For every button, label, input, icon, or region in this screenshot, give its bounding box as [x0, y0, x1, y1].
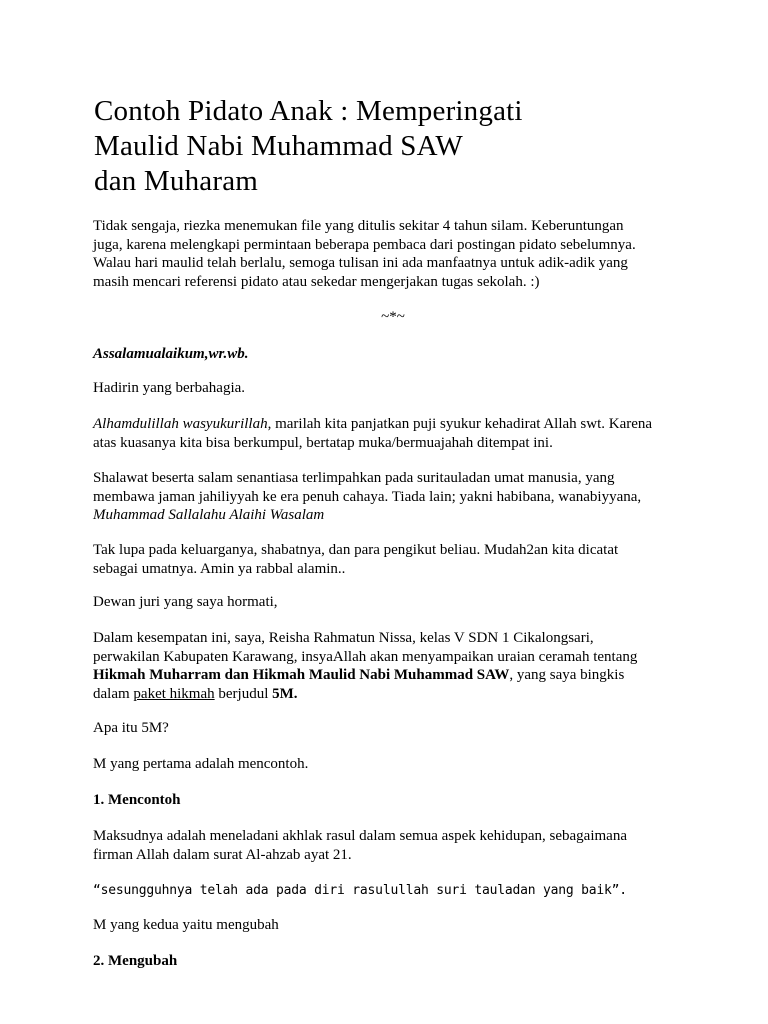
intro-line: masih mencari referensi pidato atau sekedar mengerjakan tugas sekolah. :) — [93, 273, 540, 290]
family-line: Tak lupa pada keluarganya, shabatnya, dan para pengikut beliau. Mudah2an kita dicatat — [93, 542, 619, 558]
family-paragraph — [93, 541, 693, 578]
audience-line: Hadirin yang berbahagia. — [93, 380, 246, 396]
section-heading: 2. Mengubah — [93, 953, 178, 969]
intro-paragraph — [93, 217, 693, 291]
speaker-prefix: dalam — [93, 685, 134, 702]
hamd-italic: Alhamdulillah wasyukurillah — [93, 416, 268, 432]
topic-bold: Hikmah Muharram dan Hikmah Maulid Nabi Muhammad SAW — [93, 667, 510, 683]
shalawat-line: Muhammad Sallalahu Alaihi Wasalam — [93, 507, 325, 523]
separator: ~*~ — [381, 309, 405, 325]
intro-line: juga, karena melengkapi permintaan beberapa pembaca dari postingan pidato sebelumnya. — [93, 236, 636, 253]
speaker-line: perwakilan Kabupaten Karawang, insyaAllah akan menyampaikan uraian ceramah tentang — [93, 648, 638, 665]
title-line: dan Muharam — [94, 165, 259, 197]
second-m-line: M yang kedua yaitu mengubah — [93, 917, 279, 933]
jury-line: Dewan juri yang saya hormati, — [93, 594, 278, 610]
title-5m: 5M. — [272, 685, 298, 702]
page-title — [94, 94, 714, 199]
speaker-mid: berjudul — [214, 685, 273, 702]
shalawat-paragraph — [93, 469, 693, 525]
meaning-paragraph — [93, 827, 693, 864]
title-line: Contoh Pidato Anak : Memperingati — [94, 95, 523, 127]
section-heading: 1. Mencontoh — [93, 792, 181, 808]
shalawat-line: Shalawat beserta salam senantiasa terlimpahkan pada suritauladan umat manusia, yang — [93, 470, 615, 486]
greeting: Assalamualaikum,wr.wb. — [93, 346, 249, 362]
speaker-after-topic: , yang saya bingkis — [509, 667, 625, 683]
question-line: Apa itu 5M? — [93, 720, 169, 736]
meaning-line: firman Allah dalam surat Al-ahzab ayat 21. — [93, 846, 352, 863]
first-m-line: M yang pertama adalah mencontoh. — [93, 756, 309, 772]
family-line: sebagai umatnya. Amin ya rabbal alamin.. — [93, 560, 346, 577]
shalawat-line: membawa jaman jahiliyyah ke era penuh cahaya. Tiada lain; yakni habibana, wanabiyyana, — [93, 488, 642, 505]
title-line: Maulid Nabi Muhammad SAW — [94, 130, 463, 162]
hamd-line: atas kuasanya kita bisa berkumpul, bertatap muka/bermuajahah ditempat ini. — [93, 434, 553, 451]
intro-line: Tidak sengaja, riezka menemukan file yang ditulis sekitar 4 tahun silam. Keberuntungan — [93, 218, 624, 234]
hamd-rest: , marilah kita panjatkan puji syukur kehadirat Allah swt. Karena — [267, 416, 653, 432]
intro-line: Walau hari maulid telah berlalu, semoga tulisan ini ada manfaatnya untuk adik-adik yang — [93, 255, 628, 271]
paket-hikmah-link[interactable]: paket hikmah — [133, 685, 215, 702]
hamd-paragraph — [93, 415, 693, 452]
quran-quote: “sesungguhnya telah ada pada diri rasulullah suri tauladan yang baik”. — [93, 883, 627, 898]
speaker-paragraph — [93, 629, 693, 703]
meaning-line: Maksudnya adalah meneladani akhlak rasul dalam semua aspek kehidupan, sebagaimana — [93, 828, 627, 844]
speaker-line: Dalam kesempatan ini, saya, Reisha Rahmatun Nissa, kelas V SDN 1 Cikalongsari, — [93, 630, 594, 646]
